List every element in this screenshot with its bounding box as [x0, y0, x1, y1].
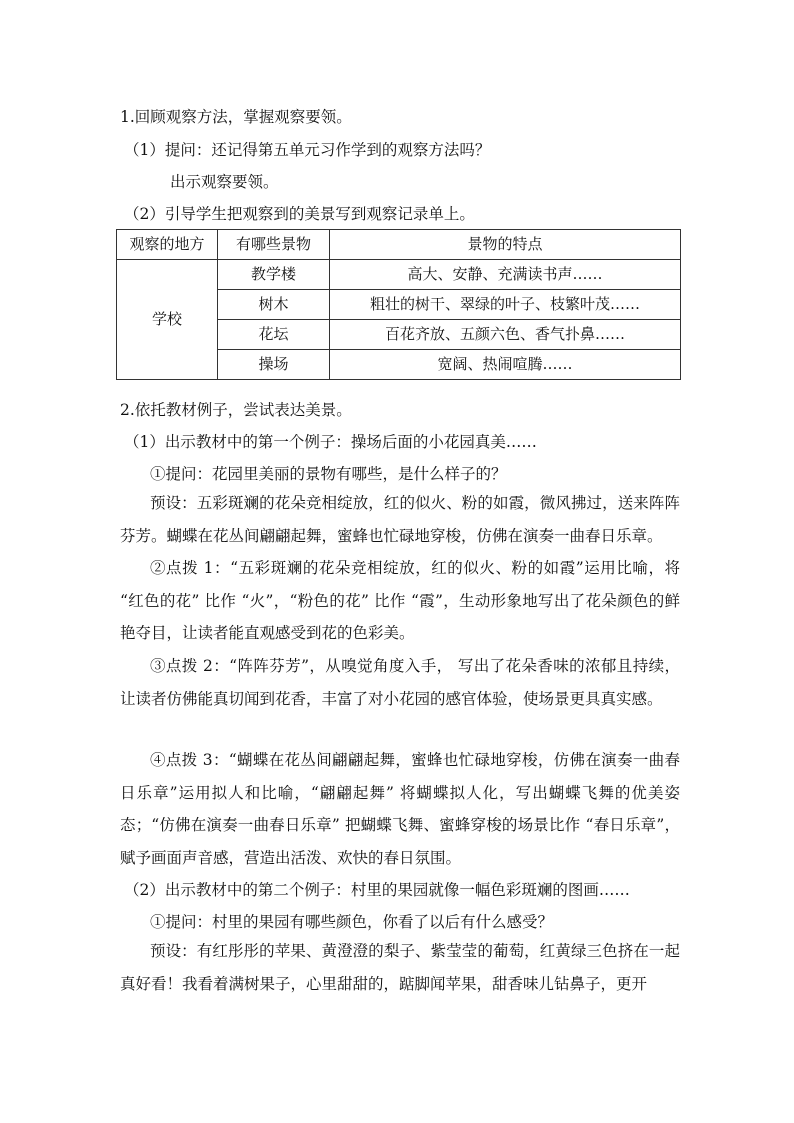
feature-cell: 百花齐放、五颜六色、香气扑鼻…… [330, 320, 681, 350]
scene-cell: 教学楼 [218, 260, 330, 290]
example-2-title: （2）出示教材中的第二个例子：村里的果园就像一幅色彩斑斓的图画…… [124, 881, 630, 899]
example-1-tip-3: ④点拨 3：“蝴蝶在花丛间翩翩起舞，蜜蜂也忙碌地穿梭，仿佛在演奏一曲春日乐章”运用拟人和比喻，“翩翩起舞” 将蝴蝶拟人化，写出蝴蝶飞舞的优美姿态；“仿佛在演奏一曲春日乐章” 把蝴蝶飞舞、蜜蜂穿梭的场景比作 “春日乐章”，赋予画面声音感，营造出活泼、欢快的春日氛围。 [120, 751, 680, 867]
table-row [117, 260, 681, 290]
table-header-cell: 观察的地方 [117, 230, 218, 260]
question-2: （2）引导学生把观察到的美景写到观察记录单上。 [124, 205, 475, 223]
feature-cell: 宽阔、热闹喧腾…… [330, 350, 681, 380]
show-points: 出示观察要领。 [170, 173, 279, 191]
section-2-heading: 2.依托教材例子，尝试表达美景。 [120, 401, 352, 419]
place-cell: 学校 [117, 260, 218, 380]
feature-cell: 粗壮的树干、翠绿的叶子、枝繁叶茂…… [330, 290, 681, 320]
observation-table [116, 229, 681, 380]
example-1-question: ①提问：花园里美丽的景物有哪些，是什么样子的？ [150, 465, 507, 483]
table-header-cell: 有哪些景物 [218, 230, 330, 260]
question-1: （1）提问：还记得第五单元习作学到的观察方法吗？ [124, 141, 491, 159]
scene-cell: 花坛 [218, 320, 330, 350]
table-header-row [117, 230, 681, 260]
feature-cell: 高大、安静、充满读书声…… [330, 260, 681, 290]
scene-cell: 树木 [218, 290, 330, 320]
section-1-heading: 1.回顾观察方法，掌握观察要领。 [120, 108, 352, 126]
example-1-title: （1）出示教材中的第一个例子：操场后面的小花园真美…… [124, 433, 537, 451]
example-1-tip-2: ③点拨 2：“阵阵芬芳”，从嗅觉角度入手， 写出了花朵香味的浓郁且持续，让读者仿佛能真切闻到花香，丰富了对小花园的感官体验，使场景更具真实感。 [120, 657, 680, 708]
scene-cell: 操场 [218, 350, 330, 380]
example-1-preset: 预设：五彩斑斓的花朵竞相绽放，红的似火、粉的如霞，微风拂过，送来阵阵芬芳。蝴蝶在花丛间翩翩起舞，蜜蜂也忙碌地穿梭，仿佛在演奏一曲春日乐章。 [120, 494, 680, 545]
example-1-tip-1: ②点拨 1：“五彩斑斓的花朵竞相绽放，红的似火、粉的如霞”运用比喻，将 “红色的花” 比作 “火”，“粉色的花” 比作 “霞”，生动形象地写出了花朵颜色的鲜艳夺目，让读者能直观感受到花的色彩美。 [120, 559, 680, 642]
table-header-cell: 景物的特点 [330, 230, 681, 260]
example-2-question: ①提问：村里的果园有哪些颜色，你看了以后有什么感受？ [150, 913, 554, 931]
example-2-preset: 预设：有红彤彤的苹果、黄澄澄的梨子、紫莹莹的葡萄，红黄绿三色挤在一起真好看！我看着满树果子，心里甜甜的，踮脚闻苹果，甜香味儿钻鼻子，更开 [120, 942, 680, 993]
